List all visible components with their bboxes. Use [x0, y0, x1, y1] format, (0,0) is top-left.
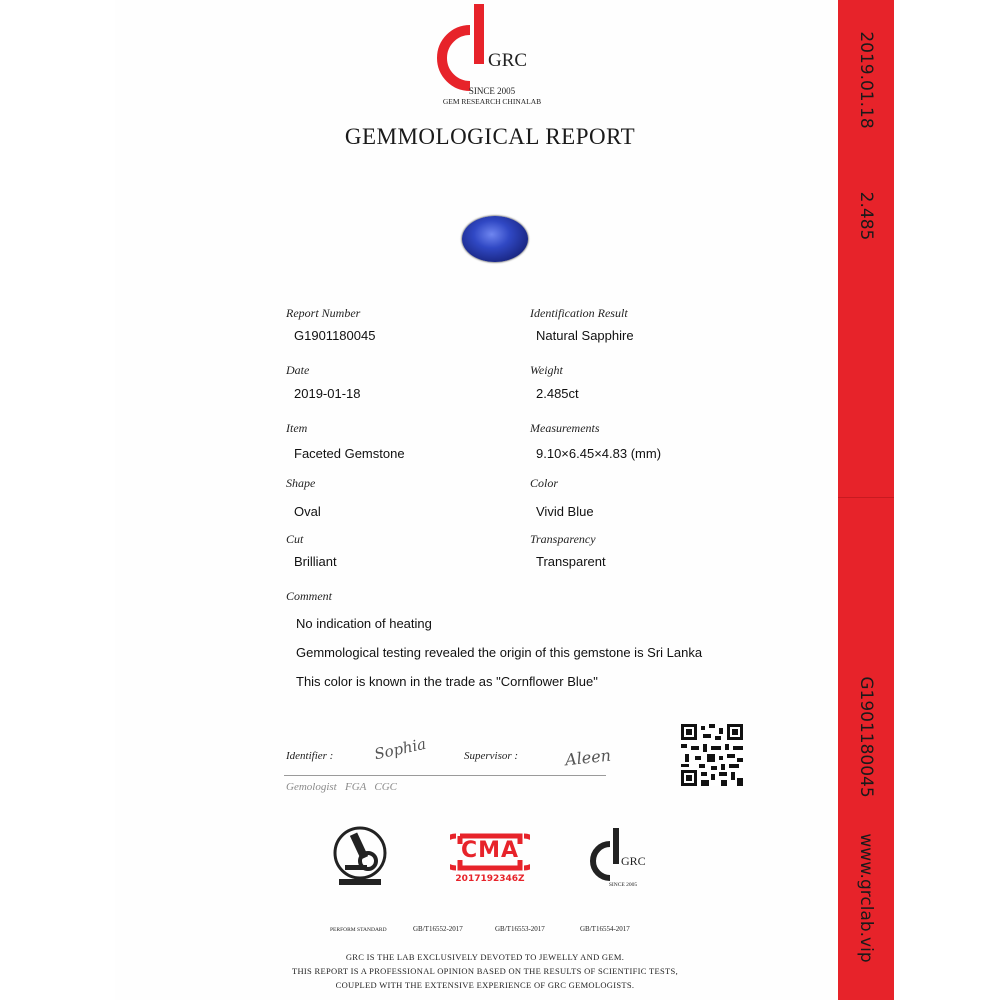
date-label: Date: [286, 363, 310, 377]
comment-line-3: This color is known in the trade as "Cornflower Blue": [296, 674, 598, 689]
identifier-label: Identifier :: [286, 750, 334, 762]
shape-label: Shape: [286, 476, 316, 490]
band-website: www.grclab.vip: [856, 833, 876, 963]
shape-value: Oval: [294, 504, 321, 519]
band-divider: [838, 497, 894, 498]
report-number-label: Report Number: [286, 306, 361, 320]
cut-label: Cut: [286, 532, 304, 546]
since-text: SINCE 2005: [468, 86, 516, 96]
standard-2: GB/T16553-2017: [495, 925, 545, 933]
footer-line-1: GRC IS THE LAB EXCLUSIVELY DEVOTED TO JEWELLY AND GEM.: [345, 952, 625, 962]
supervisor-signature: Aleen: [564, 745, 612, 770]
cma-number: 2017192346Z: [455, 874, 525, 884]
color-value: Vivid Blue: [536, 504, 594, 519]
identification-value: Natural Sapphire: [536, 328, 634, 343]
measurements-value: 9.10×6.45×4.83 (mm): [536, 446, 662, 461]
report-number-value: G1901180045: [294, 328, 376, 343]
date-value: 2019-01-18: [294, 386, 361, 401]
credentials: Gemologist FGA CGC: [286, 781, 398, 793]
microscope-seal: [331, 825, 389, 887]
comment-label: Comment: [286, 589, 332, 603]
signature-line: [284, 775, 606, 776]
logo-text: GRC: [488, 50, 528, 71]
cma-text: CMA: [460, 838, 520, 863]
microscope-icon: [331, 825, 389, 887]
cut-value: Brilliant: [294, 554, 337, 569]
transparency-value: Transparent: [536, 554, 606, 569]
weight-value: 2.485ct: [536, 386, 579, 401]
comment-line-1: No indication of heating: [296, 616, 432, 631]
band-report-number: G1901180045: [856, 676, 876, 798]
standard-3: GB/T16554-2017: [580, 925, 630, 933]
color-label: Color: [530, 476, 559, 490]
band-weight: 2.485: [856, 191, 876, 241]
identifier-signature: Sophia: [372, 734, 428, 764]
grc-logo-icon: [432, 2, 532, 92]
grc-small-logo: [588, 826, 650, 882]
gem-photo: [462, 216, 528, 262]
qr-code: [681, 724, 743, 786]
qr-code-icon: [681, 724, 743, 786]
footer-line-2: THIS REPORT IS A PROFESSIONAL OPINION BASED ON THE RESULTS OF SCIENTIFIC TESTS,: [292, 966, 678, 976]
lab-name: GEM RESEARCH CHINALAB: [442, 97, 542, 106]
band-date: 2019.01.18: [856, 31, 876, 129]
standard-1: GB/T16552-2017: [413, 925, 463, 933]
comment-line-2: Gemmological testing revealed the origin of this gemstone is Sri Lanka: [296, 645, 703, 660]
measurements-label: Measurements: [530, 421, 600, 435]
identification-label: Identification Result: [530, 306, 628, 320]
standards-label: PERFORM STANDARD: [330, 927, 387, 933]
page-title: GEMMOLOGICAL REPORT: [344, 124, 636, 149]
cma-logo: [450, 832, 530, 872]
transparency-label: Transparency: [530, 532, 596, 546]
grc-small-since: SINCE 2005: [608, 882, 638, 888]
grc-logo: [432, 2, 532, 92]
footer-line-3: COUPLED WITH THE EXTENSIVE EXPERIENCE OF GRC GEMOLOGISTS.: [335, 980, 635, 990]
item-value: Faceted Gemstone: [294, 446, 405, 461]
item-label: Item: [286, 421, 308, 435]
grc-small-text: GRC: [621, 854, 646, 868]
supervisor-label: Supervisor :: [464, 750, 519, 762]
weight-label: Weight: [530, 363, 563, 377]
